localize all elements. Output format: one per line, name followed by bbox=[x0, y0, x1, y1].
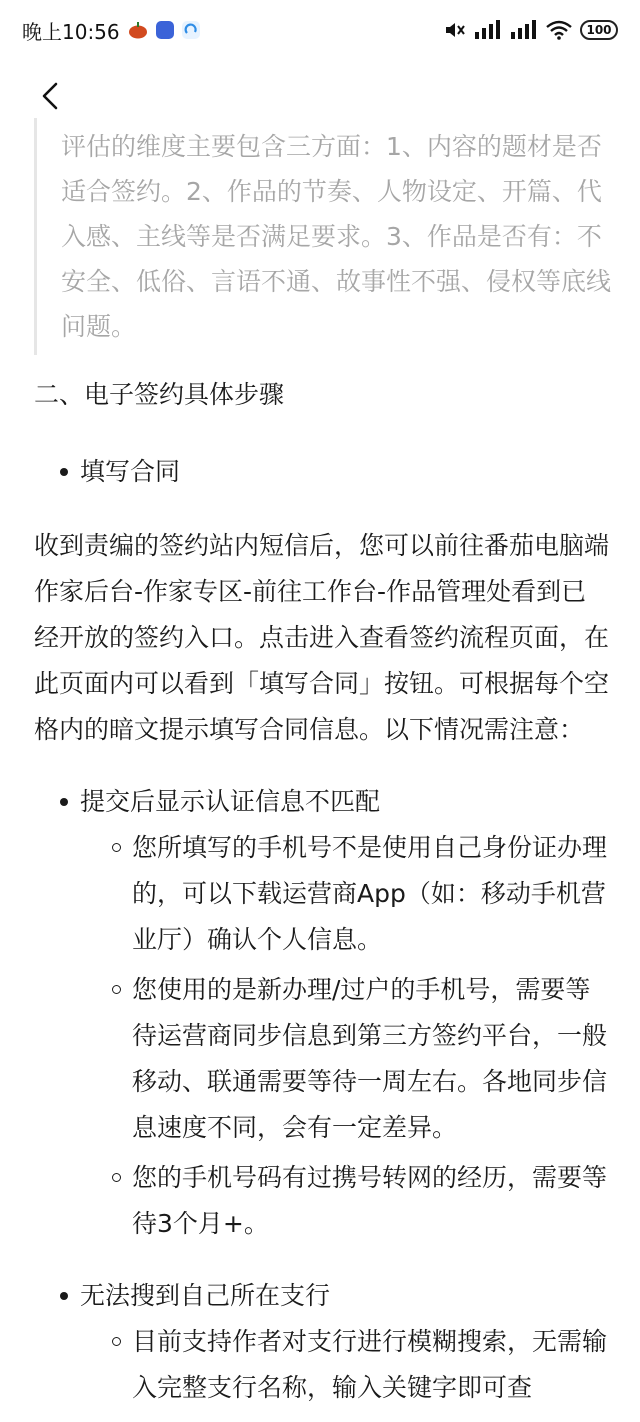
app-notification-icon bbox=[128, 21, 148, 39]
bullet-label: 无法搜到自己所在支行 bbox=[80, 1281, 331, 1310]
sub-bullet-item bbox=[132, 967, 607, 1151]
signal-icon-1 bbox=[474, 20, 502, 40]
sub-bullet-item bbox=[132, 1319, 607, 1411]
status-right bbox=[444, 20, 618, 40]
status-left bbox=[22, 16, 200, 45]
battery-icon: 100 bbox=[580, 20, 618, 40]
paragraph-instructions: 收到责编的签约站内短信后，您可以前往番茄电脑端作家后台-作家专区-前往工作台-作品管理处看到已经开放的签约入口。点击进入查看签约流程页面，在此页面内可以看到「填写合同」按钮。可根据每个空格内的暗文提示填写合同信息。以下情况需注意： bbox=[34, 531, 610, 744]
bullet-branch-search bbox=[80, 1273, 610, 1319]
bullet-circle-icon bbox=[112, 843, 121, 852]
sub-bullet-text: 您使用的是新办理/过户的手机号，需要等待运营商同步信息到第三方签约平台，一般移动、联通需要等待一周左右。各地同步信息速度不同，会有一定差异。 bbox=[132, 975, 608, 1142]
signal-icon-2 bbox=[510, 20, 538, 40]
bullet-circle-icon bbox=[112, 985, 121, 994]
section-heading: 二、电子签约具体步骤 bbox=[34, 380, 285, 409]
bullet-label: 提交后显示认证信息不匹配 bbox=[80, 787, 381, 816]
sub-bullet-item bbox=[132, 1155, 607, 1247]
sub-bullet-text: 目前支持作者对支行进行模糊搜索，无需输入完整支行名称，输入关键字即可查 bbox=[132, 1327, 608, 1402]
bullet-circle-icon bbox=[112, 1337, 121, 1346]
bullet-fill-contract bbox=[80, 449, 610, 495]
swirl-app-icon bbox=[182, 21, 200, 39]
bullet-circle-icon bbox=[112, 1173, 121, 1182]
sub-bullet-text: 您所填写的手机号不是使用自己身份证办理的，可以下载运营商App（如：移动手机营业厅）确认个人信息。 bbox=[132, 833, 608, 954]
sub-bullet-text: 您的手机号码有过携号转网的经历，需要等待3个月+。 bbox=[132, 1163, 608, 1238]
article-content[interactable] bbox=[0, 118, 640, 1422]
chevron-left-icon bbox=[39, 81, 61, 111]
bullet-auth-mismatch bbox=[80, 779, 610, 825]
blue-app-icon bbox=[156, 21, 174, 39]
sub-bullet-item bbox=[132, 825, 607, 963]
back-button[interactable] bbox=[28, 74, 72, 118]
bullet-dot-icon bbox=[60, 798, 68, 806]
blockquote-evaluation-criteria: 评估的维度主要包含三方面：1、内容的题材是否适合签约。2、作品的节奏、人物设定、开篇、代入感、主线等是否满足要求。3、作品是否有：不安全、低俗、言语不通、故事性不强、侵权等底线问题。 bbox=[34, 118, 621, 355]
wifi-icon bbox=[546, 20, 572, 40]
status-time: 晚上10:56 bbox=[22, 19, 120, 44]
mute-icon bbox=[444, 20, 466, 40]
bullet-dot-icon bbox=[60, 468, 68, 476]
status-bar bbox=[0, 0, 640, 60]
bullet-label: 填写合同 bbox=[80, 457, 181, 486]
bullet-dot-icon bbox=[60, 1292, 68, 1300]
